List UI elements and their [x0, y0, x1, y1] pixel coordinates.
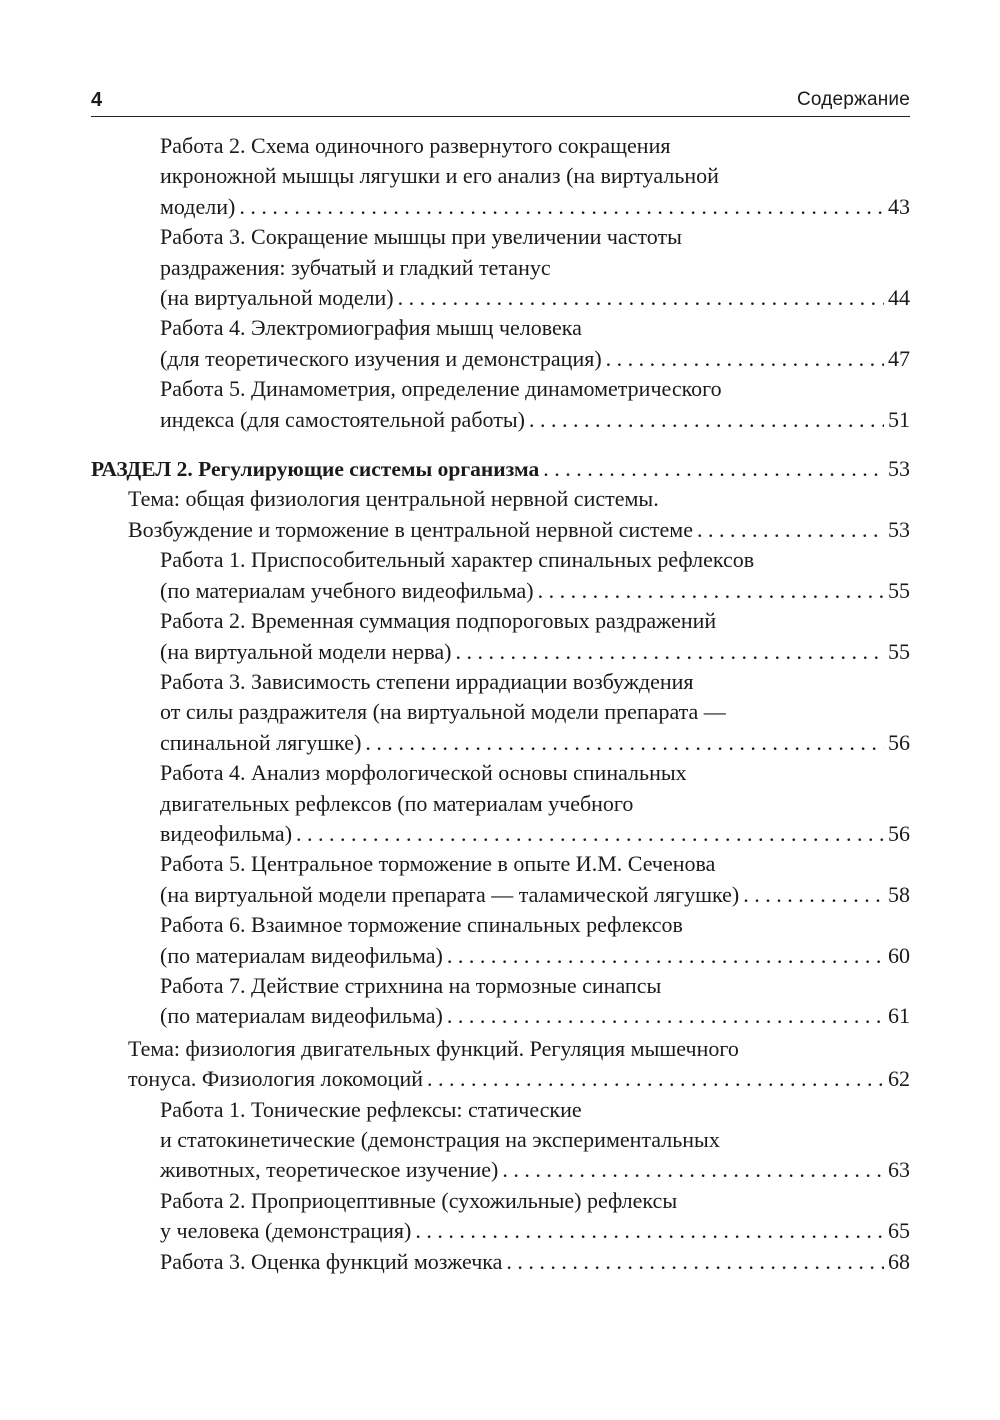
toc-entry-line: Работа 5. Динамометрия, определение динамометрического	[160, 376, 722, 402]
toc-topic[interactable]	[91, 1034, 910, 1095]
toc-page-number: 53	[888, 516, 910, 542]
toc-work-item[interactable]	[91, 849, 910, 910]
toc-entry-title: индекса (для самостоятельной работы)	[160, 406, 525, 432]
toc-entry-line: Работа 6. Взаимное торможение спинальных рефлексов	[160, 912, 683, 938]
toc-page-number: 56	[888, 820, 910, 846]
toc-page-number: 60	[888, 942, 910, 968]
toc-work-item[interactable]	[91, 222, 910, 313]
toc-entry-line: Работа 2. Схема одиночного развернутого сокращения	[160, 133, 671, 158]
toc-entry-title: Работа 3. Оценка функций мозжечка	[160, 1248, 503, 1274]
toc-work-item[interactable]	[91, 1095, 910, 1186]
toc-entry-line: Тема: физиология двигательных функций. Регуляция мышечного	[128, 1035, 739, 1061]
toc-work-item[interactable]	[91, 758, 910, 849]
toc-entry-line: Работа 3. Зависимость степени иррадиации возбуждения	[160, 668, 694, 694]
toc-entry-leader-line	[160, 405, 910, 435]
toc-work-item[interactable]	[91, 1247, 910, 1277]
toc-page-number: 53	[888, 456, 910, 482]
toc-page-number: 56	[888, 729, 910, 755]
toc-page-number: 51	[888, 406, 910, 432]
toc-work-item[interactable]	[91, 606, 910, 667]
dot-leader	[447, 941, 884, 971]
toc-entry-leader-line	[91, 454, 910, 484]
dot-leader	[456, 637, 884, 667]
dot-leader	[365, 728, 884, 758]
dot-leader	[502, 1155, 884, 1185]
dot-leader	[538, 576, 884, 606]
toc-entry-leader-line	[160, 880, 910, 910]
toc-entry-line: Работа 4. Электромиография мышц человека	[160, 315, 582, 341]
toc-work-item[interactable]	[91, 667, 910, 758]
toc-entry-title: (на виртуальной модели нерва)	[160, 638, 452, 664]
toc-entry-leader-line	[160, 192, 910, 222]
toc-work-item[interactable]	[91, 971, 910, 1032]
toc-entry-line: икроножной мышцы лягушки и его анализ (на виртуальной	[160, 163, 719, 189]
toc-work-item[interactable]	[91, 910, 910, 971]
toc-page-number: 43	[888, 193, 910, 219]
toc-entry-leader-line	[160, 1247, 910, 1277]
toc-entry-title: у человека (демонстрация)	[160, 1218, 412, 1244]
toc-page-number: 58	[888, 881, 910, 907]
toc-entry-line: Работа 2. Временная суммация подпороговых раздражений	[160, 608, 717, 634]
toc-entry-line: и статокинетические (демонстрация на экспериментальных	[160, 1127, 720, 1152]
toc-entry-title: модели)	[160, 193, 236, 219]
dot-leader	[543, 454, 884, 484]
toc-entry-line: Работа 1. Тонические рефлексы: статические	[160, 1096, 582, 1122]
toc-entry-leader-line	[160, 637, 910, 667]
toc-entry-title: Возбуждение и торможение в центральной нервной системе	[128, 516, 693, 542]
toc-page-number: 55	[888, 577, 910, 603]
dot-leader	[296, 819, 884, 849]
page-header	[91, 88, 910, 117]
toc-entry-title: (по материалам видеофильма)	[160, 942, 443, 968]
toc-entry-leader-line	[160, 344, 910, 374]
toc-page-number: 55	[888, 638, 910, 664]
toc-entry-leader-line	[160, 576, 910, 606]
toc-entry-leader-line	[128, 515, 910, 545]
toc-page-number: 63	[888, 1157, 910, 1183]
toc-entry-line: Работа 4. Анализ морфологической основы спинальных	[160, 760, 687, 786]
dot-leader	[506, 1247, 884, 1277]
toc-page-number: 65	[888, 1218, 910, 1244]
toc-entry-line: Работа 1. Приспособительный характер спинальных рефлексов	[160, 547, 755, 573]
toc-work-item[interactable]	[91, 545, 910, 606]
toc-entry-line: Работа 5. Центральное торможение в опыте И.М. Сеченова	[160, 851, 716, 877]
toc-entry-line: от силы раздражителя (на виртуальной модели препарата —	[160, 699, 726, 725]
toc-entry-leader-line	[160, 819, 910, 849]
toc-page-number: 62	[888, 1066, 910, 1092]
toc-entry-title: РАЗДЕЛ 2. Регулирующие системы организма	[91, 457, 540, 482]
toc-page-number: 68	[888, 1248, 910, 1274]
toc-entry-line: Работа 3. Сокращение мышцы при увеличении частоты	[160, 224, 682, 250]
toc-entry-title: (по материалам видеофильма)	[160, 1003, 443, 1029]
toc-page-number: 47	[888, 345, 910, 371]
dot-leader	[427, 1064, 884, 1094]
toc-entry-title: (на виртуальной модели)	[160, 285, 394, 311]
dot-leader	[239, 192, 884, 222]
dot-leader	[697, 515, 884, 545]
dot-leader	[415, 1216, 884, 1246]
toc-entry-line: раздражения: зубчатый и гладкий тетанус	[160, 254, 551, 280]
toc-entry-leader-line	[160, 941, 910, 971]
toc-entry-title: (на виртуальной модели препарата — таламической лягушке)	[160, 881, 740, 907]
toc-entry-leader-line	[160, 728, 910, 758]
running-title: Содержание	[796, 89, 910, 110]
dot-leader	[529, 405, 884, 435]
toc-entry-line: Работа 2. Проприоцептивные (сухожильные) рефлексы	[160, 1187, 678, 1213]
toc-section[interactable]	[91, 454, 910, 484]
table-of-contents	[91, 131, 910, 1277]
toc-entry-title: (по материалам учебного видеофильма)	[160, 577, 534, 603]
toc-entry-line: Тема: общая физиология центральной нервной системы.	[128, 486, 659, 512]
dot-leader	[447, 1001, 884, 1031]
toc-topic[interactable]	[91, 484, 910, 545]
toc-entry-title: (для теоретического изучения и демонстрация)	[160, 345, 602, 371]
toc-entry-leader-line	[160, 1001, 910, 1031]
toc-entry-leader-line	[160, 1155, 910, 1185]
toc-entry-leader-line	[160, 283, 910, 313]
toc-work-item[interactable]	[91, 1186, 910, 1247]
page-number: 4	[91, 89, 103, 111]
toc-work-item[interactable]	[91, 313, 910, 374]
toc-entry-title: животных, теоретическое изучение)	[160, 1157, 499, 1183]
toc-entry-title: тонуса. Физиология локомоций	[128, 1066, 423, 1092]
toc-page-number: 61	[888, 1003, 910, 1029]
toc-work-item[interactable]	[91, 374, 910, 435]
toc-work-item[interactable]	[91, 131, 910, 222]
dot-leader	[398, 283, 884, 313]
toc-entry-title: видеофильма)	[160, 820, 293, 846]
toc-entry-leader-line	[160, 1216, 910, 1246]
toc-entry-title: спинальной лягушке)	[160, 729, 362, 755]
toc-page-number: 44	[888, 285, 910, 311]
dot-leader	[743, 880, 884, 910]
dot-leader	[606, 344, 884, 374]
toc-entry-line: Работа 7. Действие стрихнина на тормозные синапсы	[160, 972, 662, 998]
toc-entry-line: двигательных рефлексов (по материалам учебного	[160, 790, 634, 816]
toc-entry-leader-line	[128, 1064, 910, 1094]
